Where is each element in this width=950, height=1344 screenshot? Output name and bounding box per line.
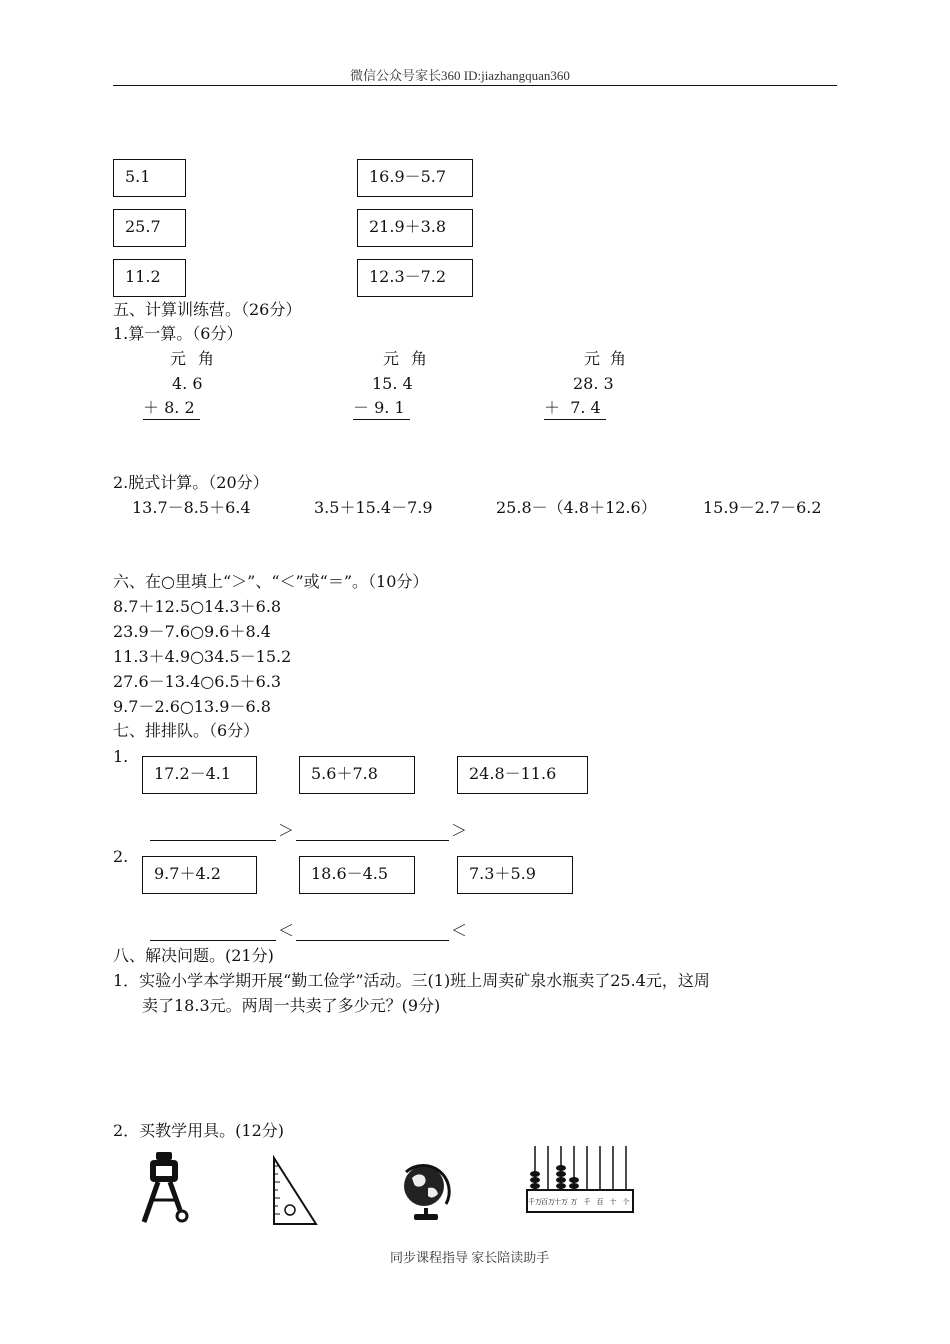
problem-text: 卖了18.3元。两周一共卖了多少元？(9分)	[142, 996, 441, 1015]
abacus-label: 个	[622, 1198, 630, 1206]
greater-sign: ＞	[278, 821, 295, 840]
abacus-label: 百万	[541, 1198, 555, 1206]
operator: ＋	[544, 398, 561, 417]
match-box-right: 21.9＋3.8	[357, 209, 473, 247]
question-number: 2.	[113, 847, 129, 866]
less-sign: ＜	[278, 921, 295, 940]
order-box: 7.3＋5.9	[457, 856, 573, 894]
vertical-top-number: 15. 4	[372, 374, 413, 393]
compare-item: 11.3＋4.9○34.5－15.2	[113, 647, 292, 666]
yuan-label: 元	[383, 349, 400, 368]
order-box: 9.7＋4.2	[142, 856, 257, 894]
operator: ＋	[143, 398, 160, 417]
vertical-top-number: 4. 6	[172, 374, 203, 393]
less-sign: ＜	[451, 921, 468, 940]
abacus-label: 千	[583, 1198, 591, 1206]
yuan-label: 元	[584, 349, 601, 368]
compare-item: 27.6－13.4○6.5＋6.3	[113, 672, 282, 691]
calc-item: 25.8－（4.8＋12.6）	[496, 498, 657, 517]
section6-title: 六、在○里填上“＞”、“＜”或“＝”。（10分）	[113, 572, 429, 591]
abacus-label: 万	[570, 1198, 578, 1206]
compare-item: 8.7＋12.5○14.3＋6.8	[113, 597, 282, 616]
order-box: 5.6＋7.8	[299, 756, 415, 794]
problem-text: 1．实验小学本学期开展“勤工俭学”活动。三(1)班上周卖矿泉水瓶卖了25.4元，这周	[113, 971, 710, 990]
jiao-label: 角	[198, 349, 215, 368]
vertical-bottom-row	[544, 398, 606, 420]
section8-title: 八、解决问题。(21分)	[113, 946, 274, 965]
match-box-right: 16.9－5.7	[357, 159, 473, 197]
compare-item: 23.9－7.6○9.6＋8.4	[113, 622, 271, 641]
answer-blank[interactable]	[150, 840, 276, 841]
match-box-left: 11.2	[113, 259, 186, 297]
problem-text: 2．买教学用具。(12分)	[113, 1121, 285, 1140]
order-box: 17.2－4.1	[142, 756, 257, 794]
compass-image	[136, 1150, 192, 1226]
vertical-bottom-number: 8. 2	[164, 398, 195, 417]
abacus-label: 千万	[528, 1198, 542, 1206]
calc-item: 15.9－2.7－6.2	[703, 498, 822, 517]
answer-blank[interactable]	[296, 940, 449, 941]
section7-title: 七、排排队。（6分）	[113, 721, 260, 740]
abacus-image	[523, 1142, 637, 1216]
triangle-ruler-image	[270, 1156, 320, 1228]
order-box: 18.6－4.5	[299, 856, 415, 894]
vertical-bottom-row	[143, 398, 200, 420]
answer-blank[interactable]	[296, 840, 449, 841]
globe-image	[398, 1158, 454, 1222]
page-header: 微信公众号家长360 ID:jiazhangquan360	[350, 68, 570, 83]
match-box-left: 25.7	[113, 209, 186, 247]
compare-item: 9.7－2.6○13.9－6.8	[113, 697, 271, 716]
calc-item: 13.7－8.5＋6.4	[132, 498, 251, 517]
calc-item: 3.5＋15.4－7.9	[314, 498, 433, 517]
vertical-top-number: 28. 3	[573, 374, 614, 393]
abacus-label: 十	[609, 1198, 617, 1206]
vertical-bottom-number: 7. 4	[570, 398, 601, 417]
jiao-label: 角	[610, 349, 627, 368]
question-number: 1.	[113, 747, 129, 766]
vertical-bottom-number: 9. 1	[374, 398, 405, 417]
order-box: 24.8－11.6	[457, 756, 588, 794]
jiao-label: 角	[411, 349, 428, 368]
operator: －	[353, 398, 370, 417]
section5-title: 五、计算训练营。（26分）	[113, 300, 302, 319]
match-box-left: 5.1	[113, 159, 186, 197]
yuan-label: 元	[170, 349, 187, 368]
abacus-label: 百	[596, 1198, 604, 1206]
vertical-bottom-row	[353, 398, 410, 420]
abacus-label: 十万	[554, 1198, 568, 1206]
section5-part1-title: 1.算一算。（6分）	[113, 324, 243, 343]
greater-sign: ＞	[451, 821, 468, 840]
page-footer: 同步课程指导 家长陪读助手	[390, 1250, 550, 1265]
section5-part2-title: 2.脱式计算。（20分）	[113, 473, 269, 492]
match-box-right: 12.3－7.2	[357, 259, 473, 297]
header-rule	[113, 85, 837, 86]
answer-blank[interactable]	[150, 940, 276, 941]
